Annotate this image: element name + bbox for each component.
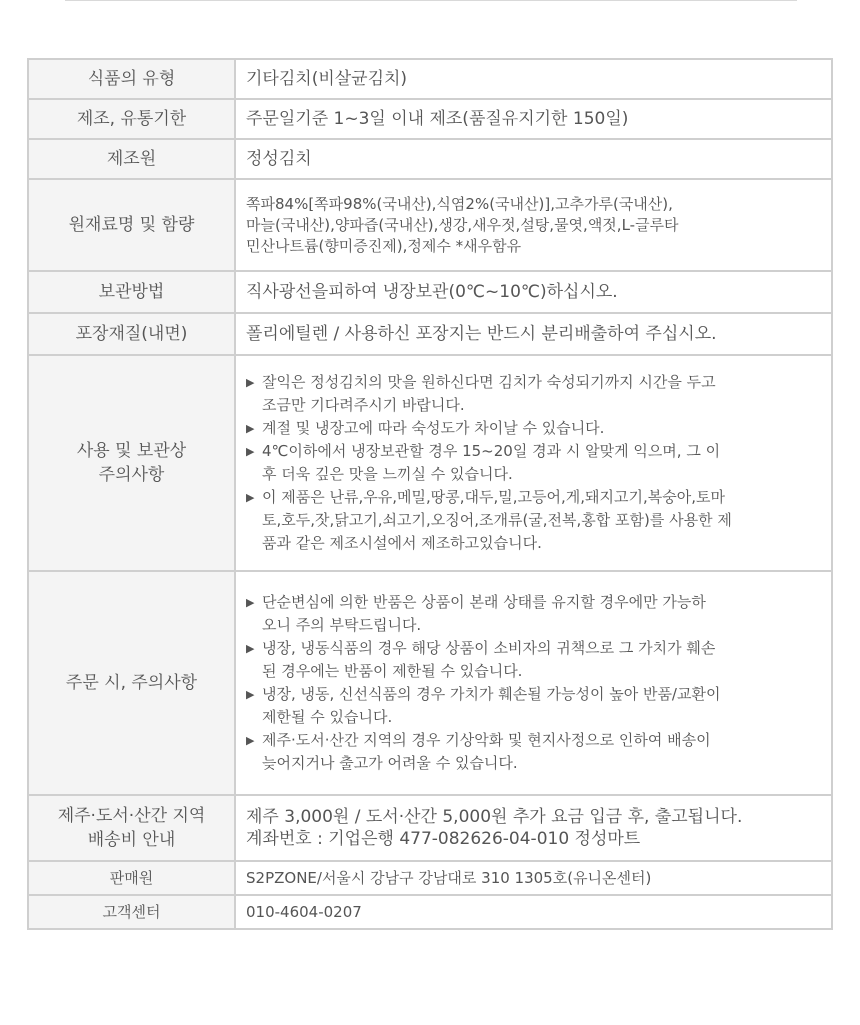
row-label-expiry: 제조, 유통기한 [28,99,235,139]
table-row [28,571,832,795]
row-value-usage-caution [235,355,832,571]
row-label-ingredients: 원재료명 및 함량 [28,179,235,271]
list-item [246,683,821,729]
label-line: 배송비 안내 [87,830,176,850]
note-line: 토,호두,잣,닭고기,쇠고기,오징어,조개류(굴,전복,홍합 포함)를 사용한 제 [262,511,732,529]
note-line: 품과 같은 제조시설에서 제조하고있습니다. [262,534,542,552]
usage-caution-list [246,371,821,555]
order-caution-list [246,591,821,775]
top-divider [65,0,797,1]
product-info-table [27,58,833,930]
note-line: 조금만 기다려주시기 바랍니다. [262,396,465,414]
table-row [28,313,832,355]
label-line: 제주·도서·산간 지역 [57,806,206,826]
row-label-food-type: 식품의 유형 [28,59,235,99]
list-item [246,591,821,637]
row-value-shipping-fee [235,795,832,861]
row-label-shipping-fee [28,795,235,861]
row-label-customer-center: 고객센터 [28,895,235,929]
note-line: 후 더욱 깊은 맛을 느끼실 수 있습니다. [262,465,513,483]
table-row [28,271,832,313]
row-value-food-type: 기타김치(비살균김치) [235,59,832,99]
list-item [246,729,821,775]
row-value-packaging: 폴리에틸렌 / 사용하신 포장지는 반드시 분리배출하여 주십시오. [235,313,832,355]
note-line: 오니 주의 부탁드립니다. [262,616,422,634]
note-line: ▶ 단순변심에 의한 반품은 상품이 본래 상태를 유지할 경우에만 가능하 [262,593,706,611]
row-value-expiry: 주문일기준 1~3일 이내 제조(품질유지기한 150일) [235,99,832,139]
row-label-storage: 보관방법 [28,271,235,313]
label-line: 사용 및 보관상 [76,441,187,461]
note-line: ▶ 잘익은 정성김치의 맛을 원하신다면 김치가 숙성되기까지 시간을 두고 [262,373,716,391]
row-label-manufacturer: 제조원 [28,139,235,179]
note-line: ▶ 4℃이하에서 냉장보관할 경우 15~20일 경과 시 알맞게 익으며, 그 이 [262,442,721,460]
list-item [246,440,821,486]
ingredients-line: 쪽파84%[쪽파98%(국내산),식염2%(국내산)],고추가루(국내산), [246,194,673,213]
note-line: 늦어지거나 출고가 어려울 수 있습니다. [262,754,518,772]
list-item [246,417,821,440]
row-label-order-caution: 주문 시, 주의사항 [28,571,235,795]
row-value-customer-center: 010-4604-0207 [235,895,832,929]
table-row [28,139,832,179]
row-value-manufacturer: 정성김치 [235,139,832,179]
note-line: 제한될 수 있습니다. [262,708,393,726]
label-line: 주의사항 [98,465,165,485]
list-item [246,637,821,683]
note-line: ▶ 이 제품은 난류,우유,메밀,땅콩,대두,밀,고등어,게,돼지고기,복숭아,토마 [262,488,725,506]
table-row [28,179,832,271]
note-line: ▶ 냉장, 냉동식품의 경우 해당 상품이 소비자의 귀책으로 그 가치가 훼손 [262,639,716,657]
row-label-seller: 판매원 [28,861,235,895]
ingredients-line: 마늘(국내산),양파즙(국내산),생강,새우젓,설탕,물엿,액젓,L-글루타 [246,215,679,234]
table-row [28,355,832,571]
note-line: ▶ 계절 및 냉장고에 따라 숙성도가 차이날 수 있습니다. [262,419,605,437]
ingredients-line: 민산나트륨(향미증진제),정제수 *새우함유 [246,236,522,255]
row-label-packaging: 포장재질(내면) [28,313,235,355]
list-item [246,486,821,555]
row-value-seller: S2PZONE/서울시 강남구 강남대로 310 1305호(유니온센터) [235,861,832,895]
shipping-line: 계좌번호 : 기업은행 477-082626-04-010 정성마트 [246,829,641,849]
note-line: ▶ 냉장, 냉동, 신선식품의 경우 가치가 훼손될 가능성이 높아 반품/교환이 [262,685,721,703]
table-row [28,99,832,139]
row-label-usage-caution [28,355,235,571]
table-row [28,795,832,861]
row-value-storage: 직사광선을피하여 냉장보관(0℃~10℃)하십시오. [235,271,832,313]
row-value-order-caution [235,571,832,795]
table-row [28,59,832,99]
note-line: ▶ 제주·도서·산간 지역의 경우 기상악화 및 현지사정으로 인하여 배송이 [262,731,711,749]
row-value-ingredients [235,179,832,271]
table-row [28,895,832,929]
list-item [246,371,821,417]
shipping-line: 제주 3,000원 / 도서·산간 5,000원 추가 요금 입금 후, 출고됩니다. [246,807,743,827]
note-line: 된 경우에는 반품이 제한될 수 있습니다. [262,662,523,680]
table-row [28,861,832,895]
